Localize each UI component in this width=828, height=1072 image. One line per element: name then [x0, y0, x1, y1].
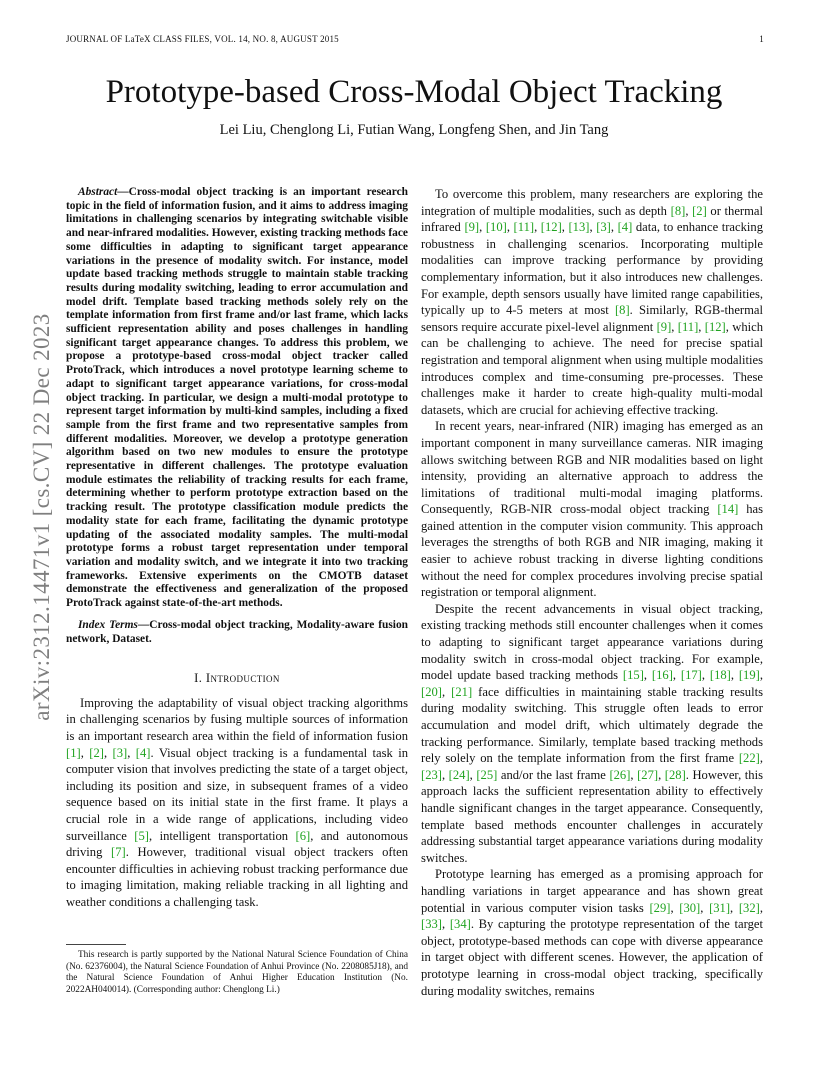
paragraph-text: ,: [610, 220, 618, 235]
index-terms-label: Index Terms: [78, 618, 138, 631]
page-number: 1: [759, 34, 764, 44]
citation-link[interactable]: [3]: [596, 220, 611, 235]
funding-footnote: This research is partly supported by the National Natural Science Foundation of China (No. 62376004), the Natural Science Foundation of Anhui Province (No. 2208085J18), and the Natural Science Foundation of Anhui Higher Education Institution (No. 2022AH040014). (Corresponding author: Chenglong Li.): [66, 950, 408, 995]
citation-link[interactable]: [20]: [421, 684, 442, 699]
paragraph-text: In recent years, near-infrared (NIR) imaging has emerged as an important component in many surveillance cameras. NIR imaging allows switching between RGB and NIR modalities based on light intensity, providing an alternative approach to address the limitations of traditional multi-modal imaging platforms. Consequently, RGB-NIR cross-modal object tracking: [421, 419, 763, 517]
running-header: [66, 34, 764, 44]
paragraph-text: ,: [730, 668, 739, 683]
paragraph-text: has gained attention in the computer vision community. This approach leverages the strengths of both RGB and NIR imaging, making it easier to achieve robust tracking in diverse lighting conditions without the need for complex procedures involving precise spatial registration or temporal alignment.: [421, 502, 763, 600]
paragraph-text: ,: [701, 668, 710, 683]
paragraph-text: , which can be challenging to achieve. The need for precise spatial registration and temporal alignment when using multiple modalities introduces complex and time-consuming pre-processes. These challenges make it harder to create high-quality multi-modal datasets, which are crucial for achieving effective tracking.: [421, 319, 763, 417]
paragraph-text: ,: [561, 220, 569, 235]
body-paragraph: [421, 866, 763, 999]
citation-link[interactable]: [23]: [421, 767, 442, 782]
index-terms-text: —Cross-modal object tracking, Modality-aware fusion network, Dataset.: [66, 618, 408, 645]
index-terms: [66, 619, 408, 646]
citation-link[interactable]: [11]: [677, 319, 699, 334]
paragraph-text: ,: [658, 767, 665, 782]
paragraph-text: . Visual object tracking is a fundamental task in computer vision that involves predicting the state of a target object, including its position and size, in subsequent frames of a video sequence based on its initial state in the first frame. It plays a crucial role in a wide range of applications, including video surveillance: [66, 745, 409, 843]
citation-link[interactable]: [29]: [649, 900, 671, 915]
citation-link[interactable]: [22]: [738, 751, 760, 766]
citation-link[interactable]: [21]: [451, 684, 473, 699]
citation-link[interactable]: [13]: [568, 220, 590, 235]
paragraph-text: ,: [643, 668, 652, 683]
citation-link[interactable]: [24]: [448, 767, 470, 782]
citation-link[interactable]: [9]: [656, 319, 672, 334]
paragraph-text: ,: [759, 900, 763, 915]
citation-link[interactable]: [11]: [513, 220, 535, 235]
paragraph-text: . However, this approach lacks the sufficient representation ability to effectively handle significant changes in the target appearance. Consequently, template based methods encounter challenges in accurately addressing substantial target appearance variations during modality switches.: [421, 767, 763, 865]
citation-link[interactable]: [33]: [421, 917, 442, 932]
paragraph-text: ,: [506, 220, 514, 235]
paragraph-text: Prototype learning has emerged as a promising approach for handling variations in target appearance and has shown great potential in various computer vision tasks: [421, 867, 763, 915]
author-list: Lei Liu, Chenglong Li, Futian Wang, Longfeng Shen, and Jin Tang: [219, 122, 609, 138]
paragraph-text: ,: [730, 900, 739, 915]
section-title: Introduction: [205, 671, 280, 686]
body-paragraph: [421, 418, 763, 601]
paragraph-text: ,: [759, 751, 763, 766]
paragraph-text: , intelligent transportation: [148, 828, 296, 843]
citation-link[interactable]: [18]: [709, 668, 731, 683]
paragraph-text: . By capturing the prototype representation of the target object, prototype-based methods can cope with diverse appearance in target object with different scenes. However, the application of prototype learning in cross-modal object tracking, specifically during modality switches, remains: [421, 917, 763, 998]
paragraph-text: or thermal infrared: [421, 203, 763, 235]
citation-link[interactable]: [16]: [651, 668, 673, 683]
citation-link[interactable]: [10]: [485, 220, 507, 235]
citation-link[interactable]: [34]: [449, 917, 471, 932]
left-column: [66, 186, 408, 911]
citation-link[interactable]: [3]: [112, 745, 128, 760]
citation-link[interactable]: [15]: [622, 668, 644, 683]
body-paragraph: [421, 186, 763, 418]
citation-link[interactable]: [26]: [609, 767, 631, 782]
paragraph-text: and/or the last frame: [497, 767, 610, 782]
citation-link[interactable]: [4]: [617, 220, 633, 235]
paragraph-text: ,: [670, 900, 680, 915]
paragraph-text: ,: [700, 900, 710, 915]
paragraph-text: ,: [441, 684, 452, 699]
abstract-text: —Cross-modal object tracking is an important research topic in the field of information fusion, and it aims to address imaging limitations in challenging scenarios by integrating switchable visible and near-infrared modalities. However, existing tracking methods face some difficulties in adapting to significant target appearance variations in the presence of modality switch. For instance, model update based tracking methods struggle to maintain stable tracking results during modality switching, leading to error accumulation and model drift. Template based tracking methods solely rely on the template information from first frame and/or last frame, which lacks sufficient representation ability and poses challenges in handling significant target appearance changes. To address this problem, we propose a prototype-based cross-modal object tracker called ProtoTrack, which introduces a novel prototype learning scheme to adapt to significant target appearance variations, for cross-modal object tracking. In particular, we design a multi-modal prototype to represent target information by multi-kind samples, including a fixed sample from the first frame and two representative samples from different modalities. Moreover, we develop a prototype generation algorithm based on two new modules to ensure the prototype representative in different challenges. The prototype evaluation module estimates the reliability of tracking results for each frame, determining whether to perform prototype extraction based on the tracking result. The prototype classification module predicts the modality state for each frame, facilitating the dynamic prototype updating of the associated modality samples. The multi-modal prototype forms a robust target representation under temporal variation and modality switch, and we integrate it into two tracking frameworks. Extensive experiments on the CMOTB dataset demonstrate the effectiveness and generalization of the proposed ProtoTrack against state-of-the-art methods.: [66, 186, 408, 610]
citation-link[interactable]: [30]: [679, 900, 701, 915]
citation-link[interactable]: [28]: [664, 767, 686, 782]
paragraph-text: ,: [759, 668, 763, 683]
citation-link[interactable]: [2]: [89, 745, 104, 760]
arxiv-stamp-text: arXiv:2312.14471v1 [cs.CV] 22 Dec 2023: [29, 313, 54, 721]
paragraph-text: , and autonomous driving: [66, 828, 408, 860]
paragraph-text: ,: [671, 319, 678, 334]
citation-link[interactable]: [7]: [111, 845, 126, 860]
paragraph-text: To overcome this problem, many researchers are exploring the integration of multiple modalities, such as depth: [421, 187, 763, 218]
citation-link[interactable]: [6]: [295, 828, 311, 843]
citation-link[interactable]: [27]: [637, 767, 659, 782]
paragraph-text: . However, traditional visual object trackers often encounter difficulties in achieving robust tracking performance due to imaging limitation, making reliable tracking in all lighting and weather conditions a challenging task.: [66, 845, 408, 909]
paragraph-text: face difficulties in maintaining stable tracking results during modality switching. This struggle often leads to error accumulation and model drift, which ultimately degrade the tracking performance. Similarly, template based tracking methods rely solely on the template information from the first frame: [421, 684, 763, 766]
citation-link[interactable]: [19]: [738, 668, 760, 683]
citation-link[interactable]: [25]: [476, 767, 498, 782]
paragraph-text: ,: [698, 319, 705, 334]
paragraph-text: ,: [685, 203, 693, 218]
abstract-label: Abstract: [78, 186, 118, 198]
paragraph-text: ,: [103, 745, 113, 760]
citation-link[interactable]: [1]: [66, 745, 81, 760]
paragraph-text: ,: [589, 220, 597, 235]
paragraph-text: ,: [672, 668, 681, 683]
footnote-rule: [66, 944, 126, 945]
paragraph-text: ,: [441, 917, 450, 932]
paragraph-text: . Similarly, RGB-thermal sensors require accurate pixel-level alignment: [421, 303, 763, 334]
citation-link[interactable]: [14]: [717, 502, 739, 517]
paragraph-text: Improving the adaptability of visual object tracking algorithms in challenging scenarios by fusing multiple sources of information is an important research area within the field of information fusion: [66, 695, 408, 743]
paragraph-text: ,: [534, 220, 541, 235]
citation-link[interactable]: [5]: [134, 828, 149, 843]
citation-link[interactable]: [17]: [680, 668, 702, 683]
citation-link[interactable]: [8]: [614, 303, 630, 318]
paragraph-text: ,: [441, 767, 449, 782]
arxiv-stamp: [22, 272, 62, 762]
intro-paragraph: [66, 695, 408, 911]
right-column: [421, 186, 763, 999]
citation-link[interactable]: [9]: [464, 220, 480, 235]
citation-link[interactable]: [31]: [709, 900, 731, 915]
citation-link[interactable]: [2]: [692, 203, 707, 218]
paragraph-text: ,: [127, 745, 136, 760]
citation-link[interactable]: [32]: [738, 900, 760, 915]
journal-name: JOURNAL OF LaTeX CLASS FILES, VOL. 14, NO. 8, AUGUST 2015: [66, 34, 339, 44]
paragraph-text: Despite the recent advancements in visual object tracking, existing tracking methods still encounter challenges when it comes to adapting to significant target appearance variations during modality switch in cross-modal object tracking. For example, model update based tracking methods: [421, 601, 763, 683]
section-number: I.: [194, 671, 206, 686]
paragraph-text: ,: [80, 745, 90, 760]
citation-link[interactable]: [12]: [704, 319, 726, 334]
citation-link[interactable]: [12]: [540, 220, 562, 235]
paragraph-text: data, to enhance tracking robustness in challenging scenarios. Incorporating multiple modalities can improve tracking performance by providing complementary information, but it also introduces new challenges. For example, depth sensors usually have limited range capabilities, typically up to 4-5 meters at most: [421, 220, 763, 318]
paragraph-text: ,: [469, 767, 477, 782]
body-paragraph: [421, 601, 763, 867]
paper-title: Prototype-based Cross-Modal Object Tracking: [105, 74, 723, 110]
abstract: [66, 186, 408, 611]
citation-link[interactable]: [8]: [670, 203, 686, 218]
section-heading-introduction: [66, 670, 408, 687]
paragraph-text: ,: [479, 220, 486, 235]
paragraph-text: ,: [630, 767, 638, 782]
citation-link[interactable]: [4]: [135, 745, 151, 760]
